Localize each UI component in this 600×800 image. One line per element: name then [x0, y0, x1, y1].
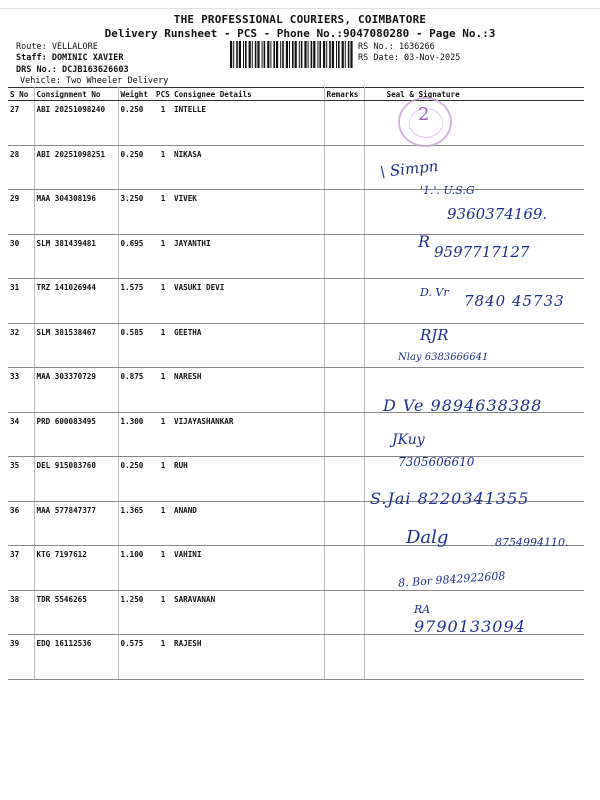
cell-pcs: 1 [154, 590, 172, 635]
cell-consignee: VIJAYASHANKAR [172, 412, 324, 457]
cell-consignee: RUH [172, 457, 324, 502]
signature-31a: D. Vr [420, 286, 449, 299]
cell-sno: 33 [8, 368, 34, 413]
cell-consignment: SLM 381538467 [34, 323, 118, 368]
seal-stamp [398, 97, 452, 147]
runsheet-table [8, 87, 584, 680]
cell-weight: 1.575 [118, 279, 154, 324]
signature-37a: Dalg [406, 527, 449, 548]
cell-sno: 38 [8, 590, 34, 635]
rs-date: RS Date: 03-Nov-2025 [358, 53, 461, 63]
cell-weight: 0.585 [118, 323, 154, 368]
cell-weight: 0.695 [118, 234, 154, 279]
cell-pcs: 1 [154, 101, 172, 146]
cell-remarks [324, 590, 364, 635]
cell-weight: 0.250 [118, 145, 154, 190]
cell-remarks [324, 457, 364, 502]
cell-consignee: NARESH [172, 368, 324, 413]
cell-remarks [324, 101, 364, 146]
col-header-weight: Weight [118, 88, 154, 101]
cell-remarks [324, 234, 364, 279]
cell-pcs: 1 [154, 368, 172, 413]
signature-39a: RA [414, 603, 431, 616]
table-row [8, 145, 584, 190]
cell-weight: 0.250 [118, 457, 154, 502]
cell-pcs: 1 [154, 501, 172, 546]
col-header-sno: S No [8, 88, 34, 101]
col-header-consignment: Consignment No [34, 88, 118, 101]
cell-sno: 32 [8, 323, 34, 368]
route-label: Route: VELLALORE [16, 42, 98, 52]
cell-consignment: MAA 303370729 [34, 368, 118, 413]
cell-remarks [324, 190, 364, 235]
cell-consignee: VIVEK [172, 190, 324, 235]
cell-weight: 1.365 [118, 501, 154, 546]
signature-33b: Nlay 6383666641 [398, 352, 489, 363]
runsheet-subtitle: Delivery Runsheet - PCS - Phone No.:9047080280 - Page No.:3 [104, 27, 496, 40]
cell-consignment: SLM 381439481 [34, 234, 118, 279]
signature-34: D Ve 9894638388 [383, 396, 543, 415]
cell-weight: 0.250 [118, 101, 154, 146]
table-header-row [8, 88, 584, 101]
cell-consignment: PRD 600083495 [34, 412, 118, 457]
cell-sno: 30 [8, 234, 34, 279]
table-row [8, 412, 584, 457]
cell-consignee: SARAVANAN [172, 590, 324, 635]
cell-consignment: MAA 304308196 [34, 190, 118, 235]
cell-pcs: 1 [154, 190, 172, 235]
drs-number: DRS No.: DCJB163626603 [16, 65, 129, 75]
signature-38: 8. Bor 9842922608 [397, 569, 506, 590]
cell-remarks [324, 546, 364, 591]
signature-29a: \ Simpn [379, 156, 440, 182]
cell-signature [364, 635, 584, 680]
signature-35a: JKuy [392, 432, 425, 448]
cell-consignee: JAYANTHI [172, 234, 324, 279]
cell-consignment: KTG 7197612 [34, 546, 118, 591]
cell-weight: 1.300 [118, 412, 154, 457]
cell-pcs: 1 [154, 457, 172, 502]
signature-36: S.Jai 8220341355 [370, 489, 530, 508]
signature-39b: 9790133094 [414, 617, 526, 636]
signature-30a: R [418, 232, 431, 251]
cell-weight: 1.250 [118, 590, 154, 635]
cell-sno: 37 [8, 546, 34, 591]
cell-remarks [324, 412, 364, 457]
rs-number: RS No.: 1636266 [358, 42, 435, 52]
cell-pcs: 1 [154, 412, 172, 457]
signature-29c: 9360374169. [447, 205, 548, 223]
col-header-pcs: PCS [154, 88, 172, 101]
cell-signature [364, 101, 584, 146]
cell-remarks [324, 145, 364, 190]
cell-consignee: VAHINI [172, 546, 324, 591]
cell-consignee: RAJESH [172, 635, 324, 680]
signature-33a: RJR [420, 326, 449, 344]
signature-29b: '1.'. U.S.G [420, 184, 475, 197]
cell-consignment: ABI 20251098240 [34, 101, 118, 146]
cell-weight: 0.575 [118, 635, 154, 680]
staff-label: Staff: DOMINIC XAVIER [16, 53, 124, 63]
cell-pcs: 1 [154, 635, 172, 680]
col-header-remarks: Remarks [324, 88, 364, 101]
cell-consignment: TRZ 141026944 [34, 279, 118, 324]
cell-consignment: TDR 5546265 [34, 590, 118, 635]
cell-sno: 28 [8, 145, 34, 190]
cell-pcs: 1 [154, 145, 172, 190]
cell-consignee: ANAND [172, 501, 324, 546]
cell-remarks [324, 635, 364, 680]
cell-consignee: GEETHA [172, 323, 324, 368]
cell-pcs: 1 [154, 279, 172, 324]
table-row [8, 635, 584, 680]
cell-pcs: 1 [154, 546, 172, 591]
table-row [8, 101, 584, 146]
cell-remarks [324, 323, 364, 368]
col-header-signature: Seal & Signature [364, 88, 584, 101]
signature-35b: 7305606610 [398, 455, 475, 469]
cell-sno: 27 [8, 101, 34, 146]
company-title: THE PROFESSIONAL COURIERS, COIMBATORE [173, 13, 427, 26]
cell-pcs: 1 [154, 234, 172, 279]
vehicle-label: Vehicle: Two Wheeler Delivery [20, 76, 169, 86]
cell-sno: 39 [8, 635, 34, 680]
cell-weight: 1.100 [118, 546, 154, 591]
stamp-mark: 2 [418, 104, 430, 125]
cell-remarks [324, 501, 364, 546]
col-header-consignee: Consignee Details [172, 88, 324, 101]
table-row [8, 323, 584, 368]
barcode-icon [230, 41, 354, 68]
cell-sno: 35 [8, 457, 34, 502]
cell-sno: 29 [8, 190, 34, 235]
cell-consignee: INTELLE [172, 101, 324, 146]
cell-consignee: VASUKI DEVI [172, 279, 324, 324]
cell-consignment: MAA 577847377 [34, 501, 118, 546]
cell-sno: 36 [8, 501, 34, 546]
cell-consignment: EDQ 16112536 [34, 635, 118, 680]
cell-remarks [324, 279, 364, 324]
cell-consignment: ABI 20251098251 [34, 145, 118, 190]
cell-weight: 0.875 [118, 368, 154, 413]
signature-37b: 8754994110. [495, 536, 569, 549]
cell-consignment: DEL 915083760 [34, 457, 118, 502]
cell-weight: 3.250 [118, 190, 154, 235]
cell-sno: 34 [8, 412, 34, 457]
cell-consignee: NIKASA [172, 145, 324, 190]
table-row [8, 546, 584, 591]
signature-31b: 7840 45733 [464, 292, 565, 310]
signature-30b: 9597717127 [434, 243, 530, 261]
cell-sno: 31 [8, 279, 34, 324]
cell-remarks [324, 368, 364, 413]
cell-pcs: 1 [154, 323, 172, 368]
